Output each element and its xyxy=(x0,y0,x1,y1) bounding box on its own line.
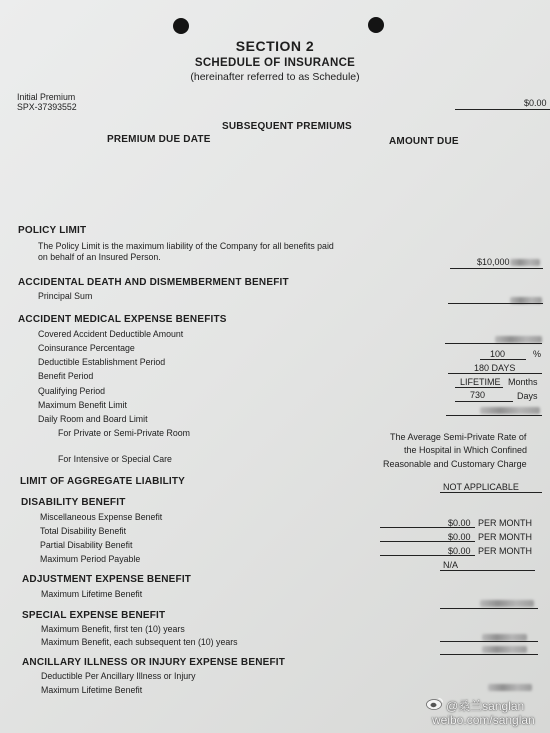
adjustment-max-lifetime-label: Maximum Lifetime Benefit xyxy=(41,589,143,599)
aggregate-underline xyxy=(440,492,542,493)
policy-limit-heading: POLICY LIMIT xyxy=(18,225,87,236)
weibo-logo xyxy=(426,696,444,710)
add-heading: ACCIDENTAL DEATH AND DISMEMBERMENT BENEFIT xyxy=(18,277,289,288)
misc-per-month: PER MONTH xyxy=(478,518,532,528)
initial-premium-underline xyxy=(455,109,550,110)
special-each-ten-label: Maximum Benefit, each subsequent ten (10) years xyxy=(41,637,238,647)
page-title: SCHEDULE OF INSURANCE xyxy=(194,57,356,69)
deductible-redaction xyxy=(495,336,542,343)
misc-expense-underline xyxy=(380,527,475,528)
qualifying-underline xyxy=(455,387,503,388)
amount-due-heading: AMOUNT DUE xyxy=(389,136,459,147)
days-label: Days xyxy=(517,391,538,401)
policy-limit-description-2: on behalf of an Insured Person. xyxy=(38,252,161,262)
qualifying-value: LIFETIME xyxy=(460,377,501,387)
policy-limit-value: $10,000 xyxy=(477,257,510,267)
misc-expense-value: $0.00 xyxy=(448,518,471,528)
deductible-underline xyxy=(445,343,542,344)
ancillary-max-lifetime-label: Maximum Lifetime Benefit xyxy=(41,685,143,695)
watermark-handle: @桑兰sanglan xyxy=(446,699,525,713)
partial-disability-underline xyxy=(380,555,475,556)
misc-expense-label: Miscellaneous Expense Benefit xyxy=(40,512,163,522)
percent-sign: % xyxy=(533,349,542,359)
adjustment-underline xyxy=(440,608,538,609)
policy-number: SPX-37393552 xyxy=(17,102,77,112)
disability-heading: DISABILITY BENEFIT xyxy=(21,497,126,508)
adjustment-heading: ADJUSTMENT EXPENSE BENEFIT xyxy=(22,574,192,585)
total-disability-underline xyxy=(380,541,475,542)
max-benefit-underline xyxy=(455,401,513,402)
total-per-month: PER MONTH xyxy=(478,532,532,542)
ancillary-heading: ANCILLARY ILLNESS OR INJURY EXPENSE BENEFIT xyxy=(22,657,286,668)
punch-hole-left xyxy=(173,18,189,34)
subsequent-premiums-heading: SUBSEQUENT PREMIUMS xyxy=(222,121,352,132)
special-each-underline xyxy=(440,654,538,655)
benefit-period-value: 180 DAYS xyxy=(474,363,516,373)
medical-heading: ACCIDENT MEDICAL EXPENSE BENEFITS xyxy=(18,314,227,325)
special-first-redaction xyxy=(482,634,527,641)
aggregate-heading: LIMIT OF AGGREGATE LIABILITY xyxy=(20,476,186,487)
private-room-label: For Private or Semi-Private Room xyxy=(58,428,190,438)
max-period-value: N/A xyxy=(443,560,459,570)
policy-limit-redaction xyxy=(510,259,540,266)
coinsurance-label: Coinsurance Percentage xyxy=(38,343,135,353)
principal-sum-label: Principal Sum xyxy=(38,291,93,301)
partial-disability-label: Partial Disability Benefit xyxy=(40,540,133,550)
initial-premium-label: Initial Premium xyxy=(17,92,76,102)
watermark-url: weibo.com/sanglan xyxy=(432,713,535,727)
qualifying-label: Qualifying Period xyxy=(38,386,105,396)
max-period-underline xyxy=(440,570,535,571)
deductible-label: Covered Accident Deductible Amount xyxy=(38,329,184,339)
room-board-redaction xyxy=(480,407,540,414)
total-disability-label: Total Disability Benefit xyxy=(40,526,127,536)
partial-per-month: PER MONTH xyxy=(478,546,532,556)
special-first-ten-label: Maximum Benefit, first ten (10) years xyxy=(41,624,185,634)
intensive-care-label: For Intensive or Special Care xyxy=(58,454,172,464)
coinsurance-underline xyxy=(480,359,526,360)
initial-premium-amount: $0.00 xyxy=(524,98,547,108)
max-benefit-label: Maximum Benefit Limit xyxy=(38,400,127,410)
special-heading: SPECIAL EXPENSE BENEFIT xyxy=(22,610,166,621)
punch-hole-right xyxy=(368,17,384,33)
ancillary-deductible-label: Deductible Per Ancillary Illness or Injury xyxy=(41,671,196,681)
policy-limit-underline xyxy=(450,268,543,269)
partial-disability-value: $0.00 xyxy=(448,546,471,556)
premium-due-date-heading: PREMIUM DUE DATE xyxy=(107,134,211,145)
special-each-redaction xyxy=(482,646,527,653)
max-benefit-value: 730 xyxy=(470,390,486,400)
principal-sum-underline xyxy=(448,303,543,304)
weibo-logo-icon xyxy=(426,696,444,710)
max-period-label: Maximum Period Payable xyxy=(40,554,141,564)
private-room-value-1: The Average Semi-Private Rate of xyxy=(390,432,527,442)
ancillary-redaction xyxy=(488,684,532,691)
room-board-label: Daily Room and Board Limit xyxy=(38,414,148,424)
establishment-label: Deductible Establishment Period xyxy=(38,357,166,367)
aggregate-value: NOT APPLICABLE xyxy=(443,482,519,492)
page-subtitle: (hereinafter referred to as Schedule) xyxy=(190,71,360,83)
intensive-care-value: Reasonable and Customary Charge xyxy=(383,459,527,469)
adjustment-redaction xyxy=(480,600,534,607)
special-first-underline xyxy=(440,641,538,642)
months-label: Months xyxy=(508,377,538,387)
policy-limit-description-1: The Policy Limit is the maximum liability of the Company for all benefits paid xyxy=(38,241,334,251)
benefit-period-label: Benefit Period xyxy=(38,371,94,381)
coinsurance-value: 100 xyxy=(490,349,506,359)
private-room-value-2: the Hospital in Which Confined xyxy=(404,445,528,455)
room-board-underline xyxy=(446,415,542,416)
section-heading: SECTION 2 xyxy=(235,38,315,54)
benefit-period-underline xyxy=(448,373,542,374)
total-disability-value: $0.00 xyxy=(448,532,471,542)
